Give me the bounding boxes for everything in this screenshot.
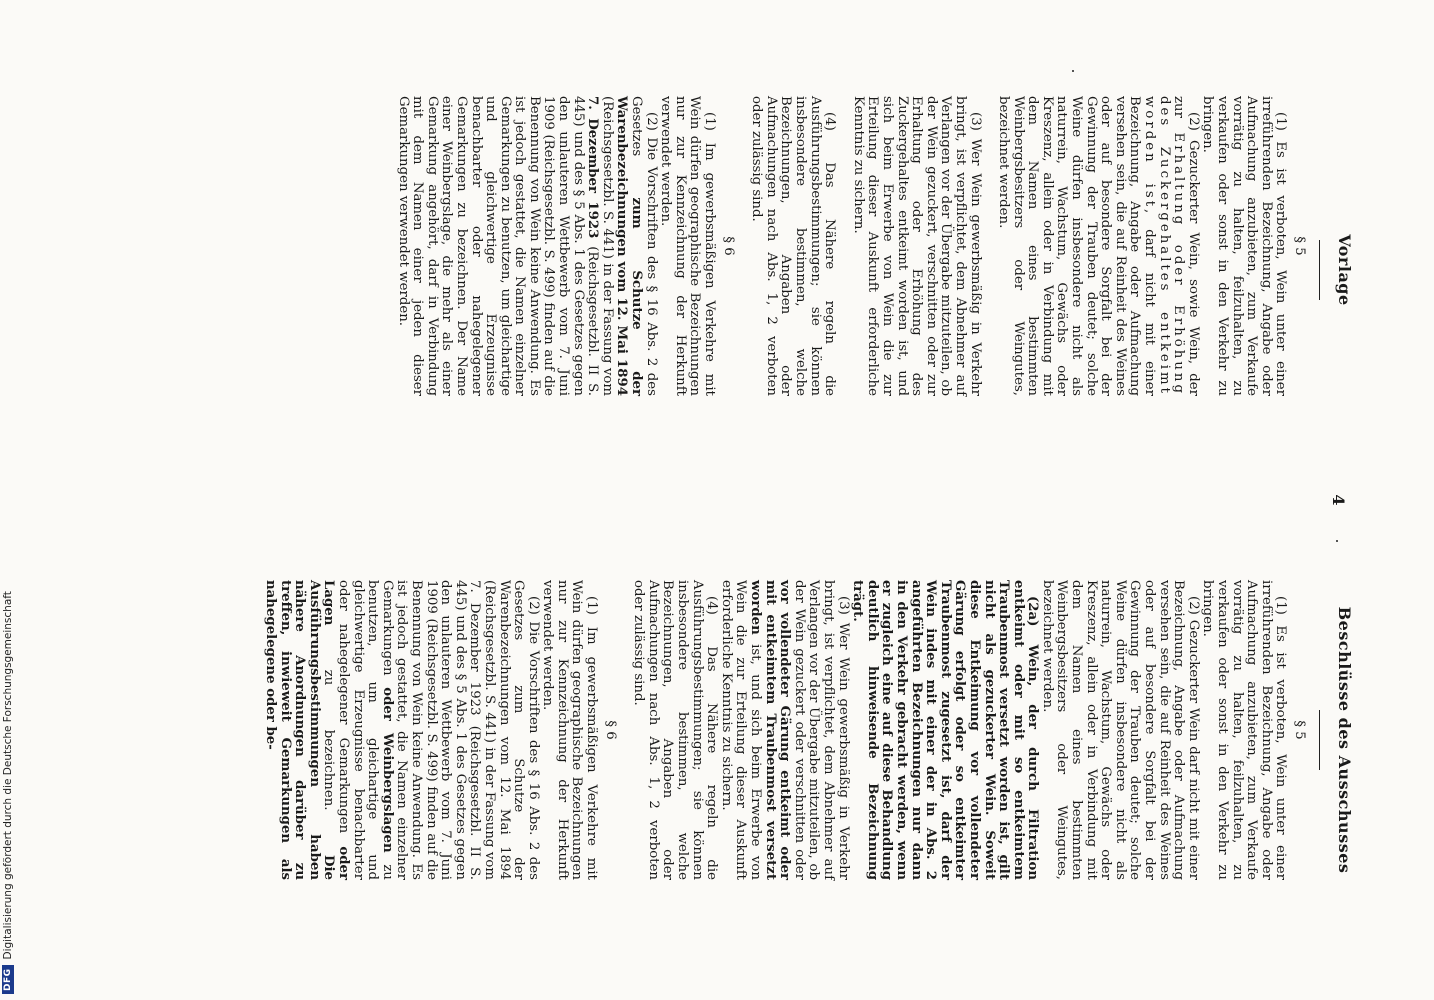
left-s5-paragraph-3: (3) Wer Wein gewerbsmäßig in Verkehr bringt, ist verpflichtet, dem Abnehmer auf Verlangen vor der Übergabe mitzuteilen, ob der Wein gezuckert, verschnitten oder zur Erhaltung oder Erhöhung des Zuckergehaltes entkeimt worden ist, und sich beim Erwerbe von Wein die zur Erteilung dieser Auskunft erforderliche Kenntnis zu sichern.: [850, 96, 983, 396]
right-s5-paragraph-3: [718, 580, 849, 880]
spacer: [617, 580, 631, 880]
right-s6-p2-mid2: zu bezeichnen.: [321, 625, 337, 855]
left-s6-p2-start: (2) Die Vorschriften des § 16 Abs. 2 des Gesetzes: [629, 96, 659, 396]
right-column-title: Beschlüsse des Ausschusses: [1335, 606, 1354, 874]
right-s6-paragraph-2: [262, 580, 539, 880]
right-s5-p3-start: (3) Wer Wein gewerbsmäßig in Verkehr bringt, ist verpflichtet, dem Abnehmer auf Verlangen vor der Übergabe mitzuteilen, ob der Wein gezuckert oder verschnitten oder: [791, 580, 851, 880]
digitization-credit: [0, 0, 16, 1000]
left-s5-p2-spaced: Erhaltung oder Erhöhung des Zuckergehaltes entkeimt worden ist: [1142, 96, 1187, 396]
right-s5-paragraph-2: (2) Gezuckerter Wein darf nicht mit einer Bezeichnung, Angabe oder Aufmachung versehen sein, die auf Reinheit des Weines oder auf besondere Sorgfalt bei der Gewinnung der Trauben deutet; solche Weine dürfen insbesondere nicht als naturrein, Wachstum, Gewächs oder Kreszenz, allein oder in Verbindung mit dem Namen eines bestimmten Weinbergsbesitzers oder Weingutes, bezeichnet werden.: [1039, 580, 1201, 880]
left-s6-paragraph-1: (1) Im gewerbsmäßigen Verkehre mit Wein dürfen geographische Bezeichnungen nur zur Kennzeichnung der Herkunft verwendet werden.: [658, 96, 718, 396]
left-s6-paragraph-2: [395, 96, 658, 396]
left-s6-p2-bold: zum Schutze der Warenbezeichnungen vom 12. Mai 1894: [614, 96, 645, 396]
right-s6-paragraph-1: (1) Im gewerbsmäßigen Verkehre mit Wein dürfen geographische Bezeichnungen nur zur Kennzeichnung der Herkunft verwendet werden.: [540, 580, 600, 880]
left-s6-p2-bold2: 7. Dezember 1923: [585, 96, 601, 239]
left-s5-paragraph-2: [996, 96, 1200, 396]
left-s5-p2-start: (2) Gezuckerter Wein, sowie Wein, der zur: [1171, 96, 1201, 396]
left-s6-p2-end: (Reichsgesetzbl. II S. 445) und des § 5 Abs. 1 des Gesetzes gegen den unlauteren Wettbewerb vom 7. Juni 1909 (Reichsgesetzbl. S. 499) finden auf die Benennung von Wein keine Anwendung. Es ist jedoch gestattet, die Namen einzelner Gemarkungen zu benutzen, um gleichartige und gleichwertige Erzeugnisse benachbarter oder nahegelegener Gemarkungen zu bezeichnen. Der Name einer Weinbergslage, die mehr als einer Gemarkung angehört, darf in Verbindung mit dem Namen einer jeden dieser Gemarkungen verwendet werden.: [395, 96, 601, 396]
left-s5-p2-end: , darf nicht mit einer Bezeichnung, Angabe oder Aufmachung versehen sein, die auf Reinheit des Weines oder auf besondere Sorgfalt bei der Gewinnung der Trauben deutet; solche Weine dürfen insbesondere nicht als naturrein, Wachstum, Gewächs oder Kreszenz, allein oder in Verbindung mit dem Namen eines bestimmten Weinbergsbesitzers oder Weingutes, bezeichnet werden.: [996, 96, 1158, 396]
left-section6-heading: § 6: [720, 236, 736, 256]
spacer: [836, 96, 850, 396]
right-s5-p3-bold: vor vollendeter Gärung entkeimt oder mit entkeimtem Traubenmost versetzt worden: [748, 580, 793, 880]
left-s5-paragraph-4: (4) Das Nähere regeln die Ausführungsbestimmungen; sie können insbesondere bestimmen, welche Bezeichnungen, Angaben oder Aufmachungen nach Abs. 1, 2 verboten oder zulässig sind.: [749, 96, 838, 396]
right-section6-heading: § 6: [602, 720, 618, 740]
right-s6-p2-bold1: oder Weinbergslagen: [379, 687, 395, 853]
dfg-logo: DFG: [2, 965, 14, 994]
page-number: 4: [1329, 494, 1348, 506]
left-column-title: Vorlage: [1335, 234, 1354, 306]
right-s5-p3-end: ist, und sich beim Erwerbe von Wein die zur Erteilung dieser Auskunft erforderliche Kenntnis zu sichern.: [718, 580, 764, 880]
left-s5-paragraph-1: (1) Es ist verboten, Wein unter einer irreführenden Bezeichnung, Angabe oder Aufmachung anzubieten, zum Verkaufe vorrätig zu halten, feilzuhalten, zu verkaufen oder sonst in den Verkehr zu bringen.: [1200, 96, 1289, 396]
scan-speck: [1072, 70, 1074, 72]
spacer: [735, 96, 749, 396]
right-section5-heading: § 5: [1292, 720, 1307, 740]
left-s6-p2-mid: (Reichsgesetzbl. S. 441) in der Fassung vom: [599, 96, 615, 396]
right-title-rule: [1319, 710, 1320, 770]
left-section5-heading: § 5: [1292, 236, 1307, 256]
right-s5-paragraph-2a: (2a) Wein, der durch Filtration entkeimt oder mit so entkeimtem Traubenmost versetzt worden ist, gilt nicht als gezuckerter Wein. Soweit diese Entkeimung vor vollendeter Gärung erfolgt oder so entkeimter Traubenmost zugesetzt ist, darf der Wein indes mit einer der in Abs. 2 angeführten Bezeichnungen nur dann in den Verkehr gebracht werden, wenn er zugleich eine auf diese Behandlung deutlich hinweisende Bezeichnung trägt.: [850, 580, 1041, 880]
scan-speck: [1336, 540, 1338, 542]
right-s5-paragraph-1: (1) Es ist verboten, Wein unter einer irreführenden Bezeichnung, Angabe oder Aufmachung anzubieten, zum Verkaufe vorrätig zu halten, feilzuhalten, zu verkaufen oder sonst in den Verkehr zu bringen.: [1200, 580, 1289, 880]
right-s6-p2-mid: zu benutzen, um gleichartige und gleichwertige Erzeugnisse benachbarter oder nahegelegener Gemarkungen: [336, 580, 395, 880]
spacer: [982, 96, 996, 396]
right-s6-p2-bold2: oder Lagen: [321, 580, 351, 880]
right-column: [262, 580, 1306, 880]
right-s6-p2-bold3: Die Ausführungsbestimmungen haben nähere Anordnungen darüber zu treffen, inwieweit Gemarkungen als nahegelegene oder be-: [263, 580, 337, 880]
right-s6-p2-start: (2) Die Vorschriften des § 16 Abs. 2 des Gesetzes zum Schutze der Warenbezeichnungen vom 12. Mai 1894 (Reichsgesetzbl. S. 441) in der Fassung vom 7. Dezember 1923 (Reichsgesetzbl. II S. 445) und des § 5 Abs. 1 des Gesetzes gegen den unlauteren Wettbewerb vom 7. Juni 1909 (Reichsgesetzbl. S. 499) finden auf die Benennung von Wein keine Anwendung. Es ist jedoch gestattet, die Namen einzelner Gemarkungen: [379, 580, 541, 880]
right-s5-paragraph-4: (4) Das Nähere regeln die Ausführungsbestimmungen; sie können insbesondere bestimmen, welche Bezeichnungen, Angaben oder Aufmachungen nach Abs. 1, 2 verboten oder zulässig sind.: [631, 580, 720, 880]
digitization-credit-text: Digitalisierung gefördert durch die Deutsche Forschungsgemeinschaft: [2, 591, 14, 960]
left-column: [395, 96, 1306, 396]
left-title-rule: [1319, 240, 1320, 300]
